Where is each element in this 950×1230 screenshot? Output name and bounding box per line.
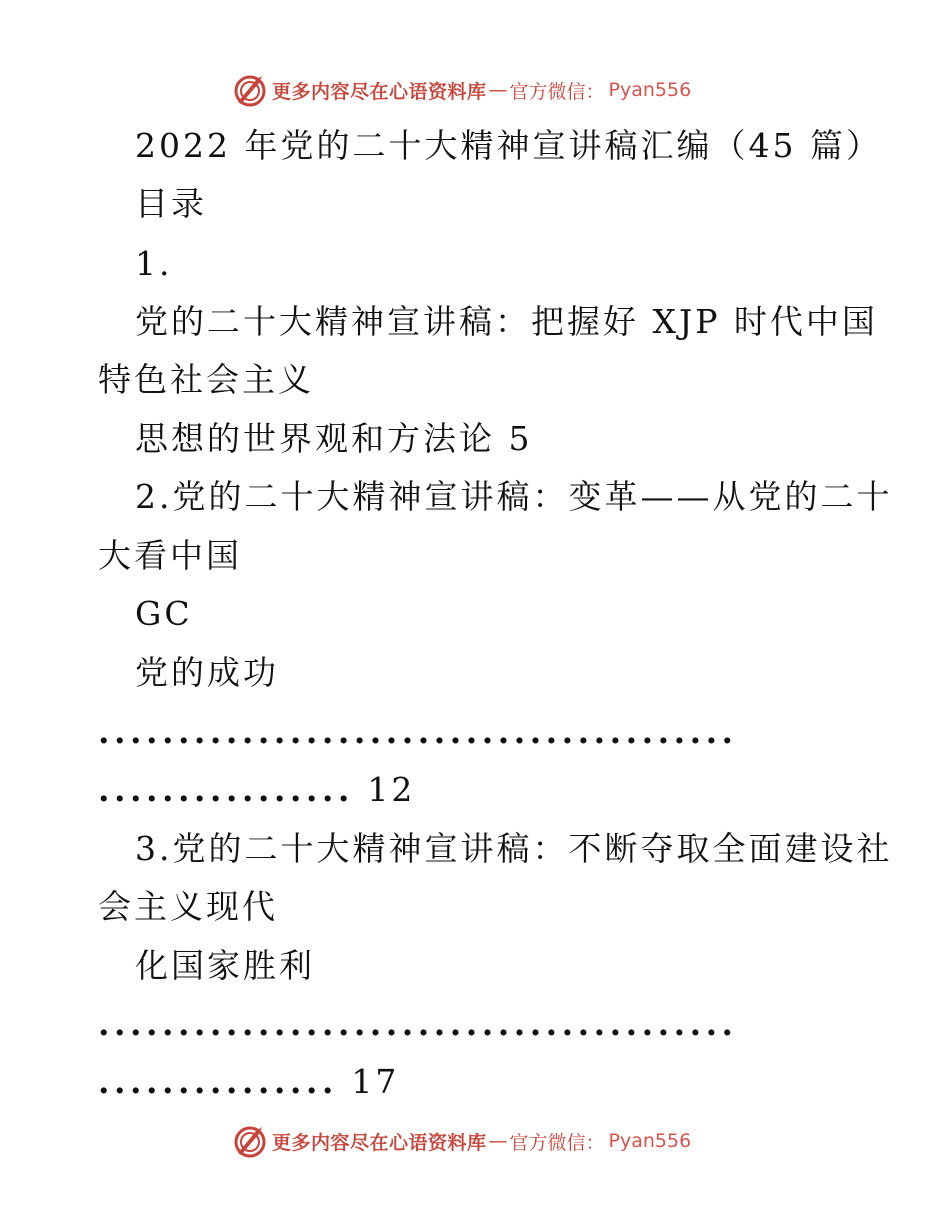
toc-entry-1-title-line2: 特色社会主义 [98,360,314,399]
toc-entry-1-title-line3: 思想的世界观和方法论 5 [135,419,533,458]
toc-entry-2-title-line1: 2.党的二十大精神宣讲稿：变革——从党的二十 [135,477,893,516]
toc-entry-3-leader-line1: ........................................ [98,1004,738,1043]
document-title: 2022 年党的二十大精神宣讲稿汇编（45 篇） [135,126,882,165]
watermark-dash: — [488,79,508,101]
toc-entry-2-title-line2: 大看中国 [98,536,242,575]
toc-entry-1-number: 1. [135,244,173,283]
toc-entry-2-leader-row [98,770,415,810]
watermark-site-text: 更多内容尽在心语资料库 [272,1131,487,1154]
toc-entry-2-leader-line2: ................ [98,770,354,809]
toc-entry-3-leader-row [98,1062,399,1102]
quill-logo-icon [232,72,268,108]
toc-entry-3-title-line2: 会主义现代 [98,887,278,926]
watermark-wechat-id: Pyan556 [608,1130,692,1152]
toc-entry-3-page-number: 17 [351,1062,400,1101]
watermark-wechat-label: 官方微信： [509,80,605,103]
toc-entry-1-title-line1: 党的二十大精神宣讲稿：把握好 XJP 时代中国 [135,302,878,341]
header-watermark [232,70,691,110]
toc-entry-3-title-line3: 化国家胜利 [135,946,315,985]
toc-entry-3-title-line1: 3.党的二十大精神宣讲稿：不断夺取全面建设社 [135,829,893,868]
watermark-dash: — [488,1130,508,1152]
watermark-site-text: 更多内容尽在心语资料库 [272,80,487,103]
toc-entry-2-title-line4: 党的成功 [135,653,279,692]
toc-entry-2-title-line3: GC [135,594,193,633]
toc-entry-2-page-number: 12 [367,770,416,809]
watermark-wechat-label: 官方微信： [509,1131,605,1154]
watermark-wechat-id: Pyan556 [608,79,692,101]
toc-heading: 目录 [135,184,207,223]
quill-logo-icon [232,1123,268,1159]
footer-watermark [232,1121,691,1161]
toc-entry-3-leader-line2: ............... [98,1062,338,1101]
toc-entry-2-leader-line1: ........................................ [98,712,738,751]
